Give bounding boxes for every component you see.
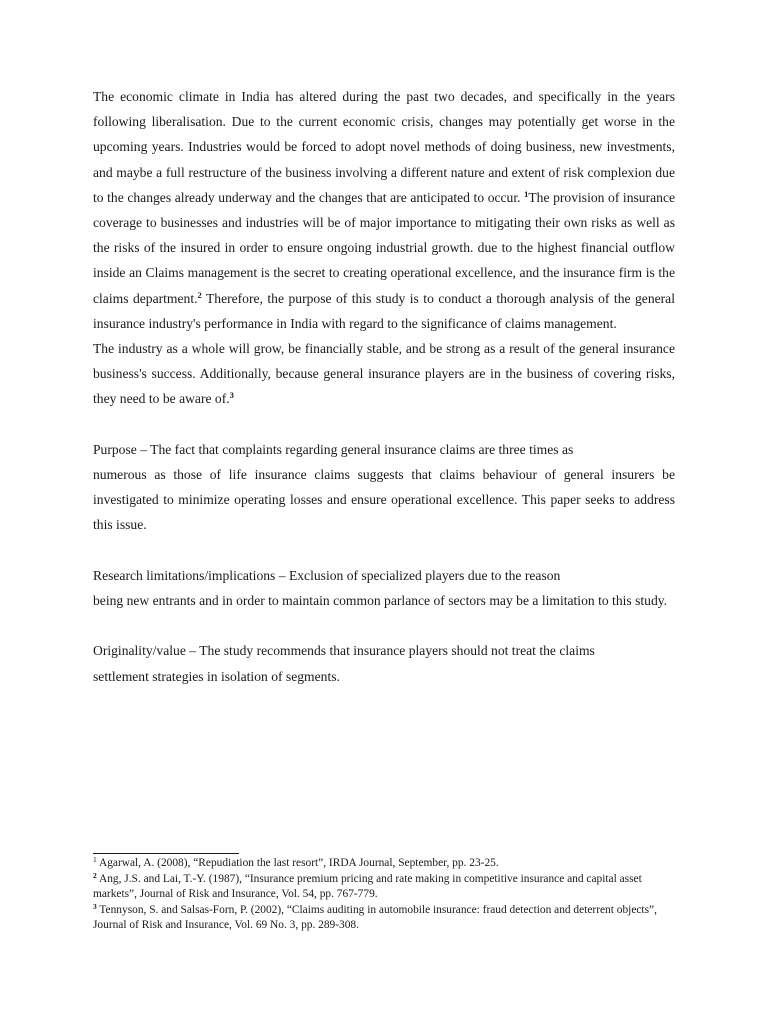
industry-text: The industry as a whole will grow, be financially stable, and be strong as a result of the general insurance business's success. Additionally, because general insurance players are in the business of covering risks, they need to be aware of. (93, 341, 675, 407)
paragraph-spacer (93, 613, 675, 638)
intro-text-part-c: Therefore, the purpose of this study is to conduct a thorough analysis of the general insurance industry's performance in India with regard to the significance of claims management. (93, 290, 675, 331)
purpose-paragraph-line-1: Purpose – The fact that complaints regarding general insurance claims are three times as (93, 441, 574, 457)
purpose-paragraph-rest: numerous as those of life insurance claims suggests that claims behaviour of general insurers be investigated to minimize operating losses and ensure operational excellence. This paper seeks to address this issue. (93, 467, 675, 533)
footnote-number-1: 1 (93, 855, 97, 864)
footnote-number-2: 2 (93, 870, 97, 880)
paragraph-spacer (93, 412, 675, 437)
footnote-text-2: Ang, J.S. and Lai, T.-Y. (1987), “Insurance premium pricing and rate making in competitive insurance and capital asset markets”, Journal of Risk and Insurance, Vol. 54, pp. 767-779. (93, 872, 642, 901)
footnote-separator (93, 853, 239, 854)
originality-paragraph-line-1: Originality/value – The study recommends that insurance players should not treat the claims (93, 643, 595, 659)
footnote-ref-2[interactable]: 2 (197, 289, 202, 300)
footnotes-section (93, 856, 675, 934)
research-paragraph-rest: being new entrants and in order to maintain common parlance of sectors may be a limitation to this study. (93, 593, 668, 609)
footnote-text-1: Agarwal, A. (2008), “Repudiation the last resort”, IRDA Journal, September, pp. 23-25. (96, 857, 499, 869)
document-body (93, 84, 675, 689)
footnote-text-3: Tennyson, S. and Salsas-Forn, P. (2002), “Claims auditing in automobile insurance: fraud detection and deterrent objects”, Journal of Risk and Insurance, Vol. 69 No. 3, pp. 289-308. (93, 903, 657, 932)
originality-paragraph-rest: settlement strategies in isolation of segments. (93, 668, 340, 684)
footnote-ref-3[interactable]: 3 (229, 390, 234, 401)
intro-text-part-b: The provision of insurance coverage to businesses and industries will be of major importance to mitigating their own risks as well as the risks of the insured in order to ensure ongoing industrial growth. due to the highest financial outflow inside an Claims management is the secret to creating operational excellence, and the insurance firm is the claims department. (93, 189, 676, 306)
intro-text-part-a: The economic climate in India has altered during the past two decades, and specifically in the years following liberalisation. Due to the current economic crisis, changes may potentially get worse in the upcoming years. Industries would be forced to adopt novel methods of doing business, new investments, and maybe a full restructure of the business involving a different nature and extent of risk complexion due to the changes already underway and the changes that are anticipated to occur. (93, 89, 675, 205)
footnote-number-3: 3 (93, 901, 97, 911)
footnote-2 (93, 872, 675, 903)
research-paragraph-line-1: Research limitations/implications – Exclusion of specialized players due to the reason (93, 567, 561, 583)
intro-paragraph (93, 84, 675, 336)
footnote-3 (93, 903, 675, 934)
paragraph-spacer (93, 538, 675, 563)
industry-paragraph (93, 336, 675, 412)
footnote-ref-1[interactable]: 1 (524, 188, 529, 199)
footnote-1 (93, 856, 675, 872)
